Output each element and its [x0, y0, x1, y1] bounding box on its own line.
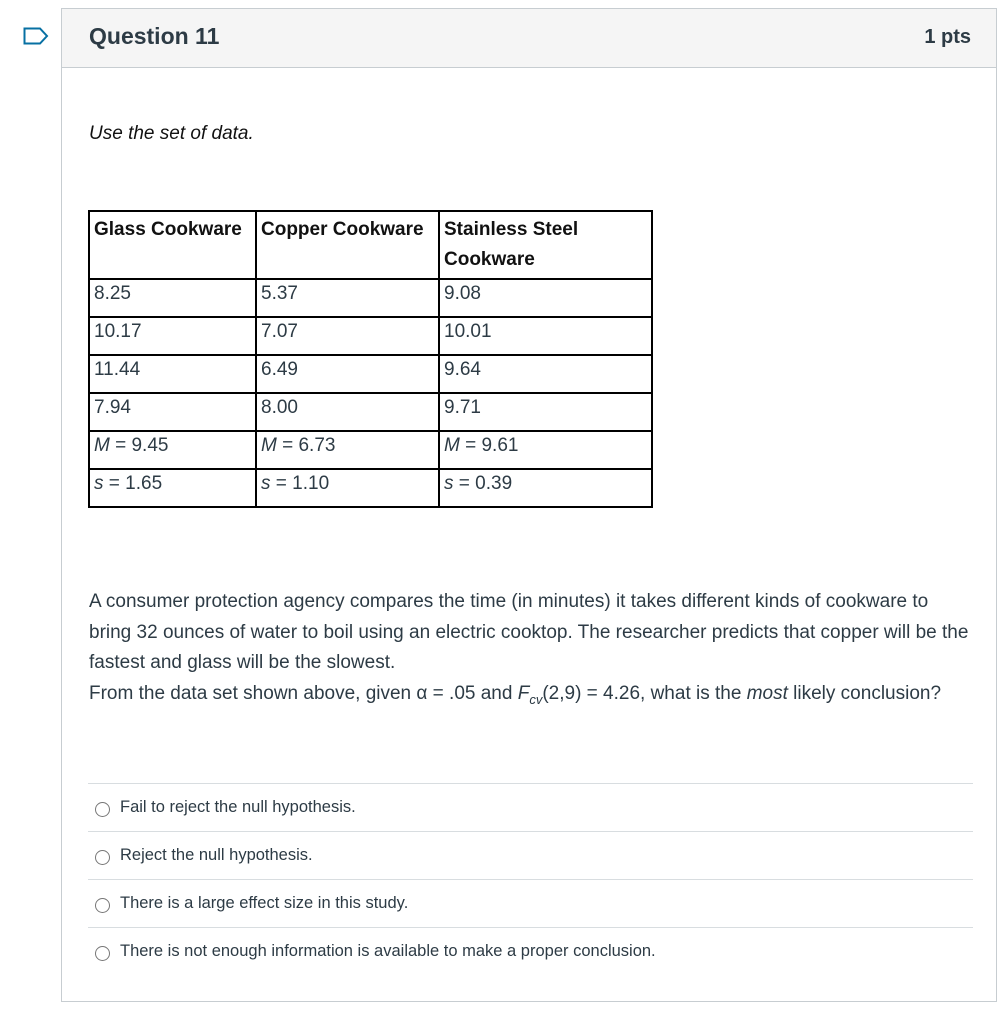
answer-option[interactable] — [88, 879, 973, 927]
sd-symbol: s — [94, 473, 104, 494]
mean-cell: M = 6.73 — [256, 431, 439, 469]
answer-label[interactable]: Reject the null hypothesis. — [120, 846, 313, 864]
radio-button[interactable] — [95, 802, 110, 817]
mean-cell: M = 9.45 — [89, 431, 256, 469]
table-cell: 11.44 — [89, 355, 256, 393]
table-cell: 9.08 — [439, 279, 652, 317]
data-table — [88, 210, 653, 508]
question-header — [62, 9, 996, 68]
sd-cell: s = 1.10 — [256, 469, 439, 507]
table-cell: 9.71 — [439, 393, 652, 431]
f-symbol: F — [517, 682, 530, 704]
sd-cell: s = 1.65 — [89, 469, 256, 507]
mean-symbol: M — [444, 435, 460, 456]
answer-option[interactable] — [88, 783, 973, 831]
table-row — [89, 355, 652, 393]
table-cell: 7.07 — [256, 317, 439, 355]
flag-question-icon[interactable] — [23, 27, 49, 45]
question-intro: Use the set of data. — [89, 123, 254, 144]
table-row — [89, 279, 652, 317]
answer-label[interactable]: There is not enough information is available to make a proper conclusion. — [120, 942, 656, 960]
table-cell: 8.25 — [89, 279, 256, 317]
answer-label[interactable]: There is a large effect size in this study. — [120, 894, 409, 912]
table-cell: 5.37 — [256, 279, 439, 317]
answer-option[interactable] — [88, 831, 973, 879]
question-points: 1 pts — [924, 26, 971, 48]
question-title: Question 11 — [89, 23, 220, 49]
radio-button[interactable] — [95, 898, 110, 913]
radio-button[interactable] — [95, 850, 110, 865]
table-cell: 10.01 — [439, 317, 652, 355]
table-cell: 8.00 — [256, 393, 439, 431]
f-subscript: cv — [529, 691, 543, 707]
sd-cell: s = 0.39 — [439, 469, 652, 507]
stem-question — [89, 679, 969, 715]
stem-text: From the data set shown above, given α = .05 and — [89, 682, 518, 704]
mean-value: 9.45 — [131, 435, 169, 456]
mean-value: 9.61 — [481, 435, 519, 456]
question-stem — [89, 587, 969, 715]
table-header: Copper Cookware — [256, 211, 439, 279]
mean-symbol: M — [261, 435, 277, 456]
answer-label[interactable]: Fail to reject the null hypothesis. — [120, 798, 356, 816]
sd-value: 1.10 — [292, 473, 330, 494]
table-mean-row — [89, 431, 652, 469]
question-card — [61, 8, 997, 1002]
stem-text: likely conclusion? — [787, 682, 942, 704]
answer-list — [88, 783, 973, 975]
stem-paragraph: A consumer protection agency compares the time (in minutes) it takes different kinds of cookware to bring 32 ounces of water to boil using an electric cooktop. The researcher predicts that copper will be the fastest and glass will be the slowest. — [89, 591, 969, 673]
table-sd-row — [89, 469, 652, 507]
table-header: Glass Cookware — [89, 211, 256, 279]
table-header-row — [89, 211, 652, 279]
sd-value: 1.65 — [125, 473, 163, 494]
mean-cell: M = 9.61 — [439, 431, 652, 469]
sd-value: 0.39 — [475, 473, 513, 494]
table-header: Stainless Steel Cookware — [439, 211, 652, 279]
stem-emphasis: most — [746, 682, 788, 704]
stem-text: (2,9) = 4.26, what is the — [542, 682, 747, 704]
table-row — [89, 393, 652, 431]
sd-symbol: s — [261, 473, 271, 494]
mean-symbol: M — [94, 435, 110, 456]
sd-symbol: s — [444, 473, 454, 494]
table-row — [89, 317, 652, 355]
answer-option[interactable] — [88, 927, 973, 975]
mean-value: 6.73 — [298, 435, 336, 456]
radio-button[interactable] — [95, 946, 110, 961]
table-cell: 9.64 — [439, 355, 652, 393]
table-cell: 7.94 — [89, 393, 256, 431]
table-cell: 6.49 — [256, 355, 439, 393]
table-cell: 10.17 — [89, 317, 256, 355]
